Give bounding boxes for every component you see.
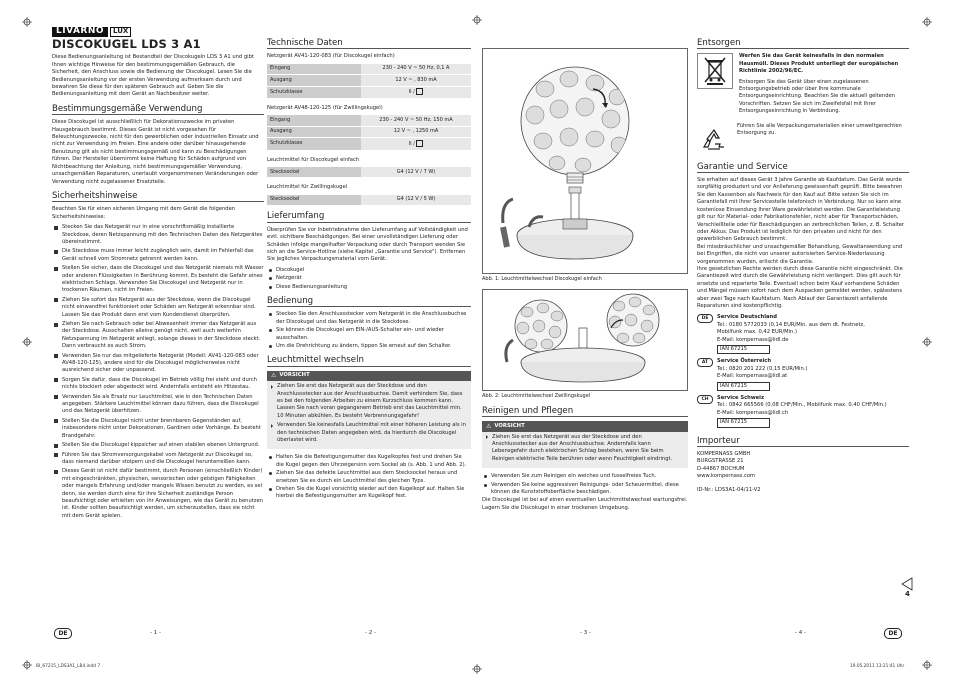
disco-ball-single-illustration — [483, 49, 687, 271]
heading-lieferumfang: Lieferumfang — [267, 213, 471, 222]
list-item: Verwenden Sie keinesfalls Leuchtmittel mit einer höheren Leistung als in den technischen Daten angegeben wird, da hierdurch die Discokugel überlastet wird. — [271, 422, 467, 444]
country-badge: DE — [697, 314, 713, 323]
list-item: Diese Bedienungsanleitung — [267, 284, 471, 291]
registration-mark-icon — [922, 12, 932, 22]
registration-mark-icon — [472, 10, 482, 20]
liefer-text: Überprüfen Sie vor Inbetriebnahme den Lieferumfang auf Vollständigkeit und evtl. sichtbare Beschädigungen. Bei einer unvollständigen Lieferung oder Schäden infolge mangelhafter Verpackung oder durch Transport wenden Sie sich an die Service-Hotline (siehe Kapitel „Garantie und Service"). Entfernen Sie jegliches Verpackungsmaterial vom Gerät. — [267, 226, 468, 263]
heading-bedienung: Bedienung — [267, 298, 471, 307]
entsorgen-pack: Führen Sie alle Verpackungsmaterialien einer umweltgerechten Entsorgung zu. — [737, 122, 902, 137]
table-row: Ausgang 12 V ~ , 1250 mA — [267, 126, 471, 137]
figure-1 — [482, 48, 688, 274]
ian-box: IAN 67215 — [717, 382, 770, 391]
service-at: AT Service Österreich Tel.: 0820 201 222 (0,15 EUR/Min.) E-Mail: kompernass@lidl.at IAN 67215 — [697, 358, 909, 391]
service-ch: CH Service Schweiz Tel.: 0842 665566 (0,08 CHF/Min., Mobilfunk max. 0,40 CHF/Min.) E-Mail: kompernass@lidl.ch IAN 67215 — [697, 395, 909, 428]
heading-technische-daten: Technische Daten — [267, 40, 471, 49]
sicherheit-list — [52, 224, 264, 520]
registration-mark-icon — [22, 655, 32, 665]
spec-table-3 — [267, 167, 471, 178]
spec-table-2 — [267, 115, 471, 150]
table-row: Eingang 230 - 240 V ~ 50 Hz, 0,1 A — [267, 64, 471, 75]
figure-2-caption: Abb. 2: Leuchtmittelwechsel Zwillingskugel — [482, 393, 591, 400]
livarno-logo: LIVARNO — [52, 27, 108, 36]
list-item: Halten Sie die Befestigungsmutter des Kugelkopfes fest und drehen Sie die Kugel gegen den Uhrzeigersinn vom Sockel ab (s. Abb. 1 und Abb. 2). — [267, 454, 471, 469]
column-page-4 — [697, 38, 909, 494]
heading-sicherheit: Sicherheitshinweise — [52, 193, 264, 202]
list-item: Discokugel — [267, 267, 471, 274]
recycle-row — [697, 123, 909, 157]
list-item: Ziehen Sie das defekte Leuchtmittel aus dem Stecksockel heraus und ersetzen Sie es durch ein Leuchtmittel des gleichen Typs. — [267, 470, 471, 485]
list-item: Führen Sie das Stromversorgungskabel vom Netzgerät zur Discokugel so, dass niemand darüber stolpern und die Discokugel herunterreißen kann. — [52, 452, 264, 467]
list-item: Verwenden Sie zum Reinigen ein weiches und fusselfreies Tuch. — [482, 473, 688, 480]
recycle-icon — [697, 123, 731, 157]
heading-bestimmung: Bestimmungsgemäße Verwendung — [52, 106, 264, 115]
registration-mark-icon — [922, 655, 932, 665]
column-page-3 — [482, 48, 688, 515]
table-row: Stecksockel G4 (12 V / 7 W) — [267, 167, 471, 178]
registration-mark-icon — [22, 12, 32, 22]
protection-class-icon — [416, 88, 423, 95]
list-item: Stecken Sie den Anschlussstecker vom Netzgerät in die Anschlussbuchse der Discokugel und das Netzgerät in die Steckdose. — [267, 311, 471, 326]
entsorgen-text: Entsorgen Sie das Gerät über einen zugelassenen Entsorgungsbetrieb oder über Ihre kommunale Entsorgungseinrichtung. Beachten Sie die aktuell geltenden Vorschriften. Setzen Sie sich im Zweifelsfall mit Ihrer Entsorgungseinrichtung in Verbindung. — [739, 78, 896, 115]
table-label: Leuchtmittel für Zwillingskugel — [267, 184, 348, 191]
language-badge-right: DE — [884, 628, 902, 639]
table-label: Leuchtmittel für Discokugel einfach — [267, 156, 360, 163]
importeur-address: KOMPERNASS GMBH BURGSTRASSE 21 D-44867 BOCHUM www.kompernass.com ID-Nr.: LDS3A1-04/11-V2 — [697, 451, 761, 493]
list-item: Verwenden Sie als Ersatz nur Leuchtmittel, wie in den Technischen Daten angegeben. Stärkere Leuchtmittel können dazu führen, dass die Discokugel und das Netzgerät überhitzen. — [52, 394, 264, 416]
column-page-2 — [267, 38, 471, 502]
registration-mark-icon — [472, 659, 482, 669]
heading-reinigen: Reinigen und Pflegen — [482, 408, 688, 417]
disco-ball-twin-illustration — [483, 290, 687, 388]
file-info-right: 19.05.2011 13:21:41 Uhr — [850, 664, 905, 669]
crossed-bin-icon — [697, 53, 733, 89]
side-page-number: 4 — [905, 590, 910, 598]
table-row: Eingang 230 - 240 V ~ 50 Hz, 150 mA — [267, 115, 471, 126]
reinigen-text: Die Discokugel ist bei auf einen eventuellen Leuchtmittelwechsel wartungsfrei. Lagern Sie die Discokugel in einer trockenen Umgebung. — [482, 497, 688, 511]
list-item: Ziehen Sie sofort das Netzgerät aus der Steckdose, wenn die Discokugel nicht einwandfrei funktioniert oder Schäden am Netzgerät erkennbar sind. Lassen Sie das Produkt dann erst vom Kundendienst überprüfen. — [52, 297, 264, 319]
table-label: Netzgerät AV48-120-125 (für Zwillingskugel) — [267, 105, 383, 112]
spec-table-4 — [267, 195, 471, 206]
list-item: Stecken Sie das Netzgerät nur in eine vorschriftsmäßig installierte Steckdose, deren Netzspannung mit den Technischen Daten des Netzgerätes übereinstimmt. — [52, 224, 264, 246]
list-item: Verwenden Sie nur das mitgelieferte Netzgerät (Modell: AV41-120-083 oder AV48-120-125), andere sind für die Discokugel möglicherweise nicht ausreichend sicher oder unpassend. — [52, 353, 264, 375]
warning-box — [267, 371, 471, 450]
garantie-text-1: Sie erhalten auf dieses Gerät 3 Jahre Garantie ab Kaufdatum. Das Gerät wurde sorgfältig produziert und vor Anlieferung gewissenhaft geprüft. Bitte bewahren Sie den Kassenbon als Nachweis für den Kauf auf. Bitte setzen Sie sich im Garantiefall mit Ihrer Servicestelle telefonisch in Verbindung. Nur so kann eine kostenlose Einsendung Ihrer Ware gewährleistet werden. Die Garantieleistung gilt nur für Material- oder Fabrikationsfehler, nicht aber für Transportschäden, Verschleißteile oder für Beschädigungen an zerbrechlichen Teilen, z. B. Schalter oder Akkus. Das Produkt ist lediglich für den privaten und nicht für den gewerblichen Gebrauch bestimmt. — [697, 177, 905, 243]
service-de: DE Service Deutschland Tel.: 0180 5772033 (0,14 EUR/Min. aus dem dt. Festnetz, Mobilfunk max. 0,42 EUR/Min.) E-Mail: kompernass@lidl.de IAN 67215 — [697, 314, 909, 354]
table-row: Stecksockel G4 (12 V / 5 W) — [267, 195, 471, 206]
page-number-2: - 2 - — [365, 630, 376, 636]
list-item: Drehen Sie die Kugel vorsichtig wieder auf den Kugelkopf auf. Halten Sie hierbei die Befestigungsmutter am Kugelkopf fest. — [267, 486, 471, 501]
list-item: Verwenden Sie keine aggressiven Reinigungs- oder Scheuermittel, diese können die Kunststoffoberfläche beschädigen. — [482, 482, 688, 497]
warning-triangle-icon: ⚠ — [271, 372, 277, 380]
garantie-text-2: Bei missbräuchlicher und unsachgemäßer Behandlung, Gewaltanwendung und bei Eingriffen, die nicht von unserer autorisierten Service-Niederlassung vorgenommen wurden, erlischt die Garantie. — [697, 243, 903, 265]
list-item: Sorgen Sie dafür, dass die Discokugel im Betrieb völlig frei steht und durch nichts blockiert oder abgedeckt wird. Andernfalls entsteht ein Hitzestau. — [52, 377, 264, 392]
warning-header: ⚠ VORSICHT — [482, 421, 688, 431]
entsorgen-bold: Werfen Sie das Gerät keinesfalls in den normalen Hausmüll. Dieses Produkt unterliegt der europäischen Richtlinie 2002/96/EC. — [739, 53, 899, 75]
list-item: Ziehen Sie nach Gebrauch oder bei Abwesenheit immer das Netzgerät aus der Steckdose. Ausschalten alleine genügt nicht, weil auch weiterhin Netzspannung im Netzgerät anliegt, solange dieses in der Steckdose steckt. Dann verbraucht es auch Strom. — [52, 321, 264, 351]
sicherheit-intro: Beachten Sie für einen sicheren Umgang mit dem Gerät die folgenden Sicherheitshinweise: — [52, 206, 236, 220]
list-item: Ziehen Sie erst das Netzgerät aus der Steckdose und den Anschlussstecker aus der Anschlussbuchse. Damit verhindern Sie, dass es bei den folgenden Arbeiten zu einem Kurzschluss kommen kann. Lassen Sie nach voran gegangenem Betrieb erst das Leuchtmittel min. 10 Minuten abkühlen. Es besteht Verbrennungsgefahr! — [271, 383, 467, 420]
figure-2 — [482, 289, 688, 391]
list-item: Um die Drehrichtung zu ändern, tippen Sie erneut auf den Schalter. — [267, 343, 471, 350]
page-number-4: - 4 - — [795, 630, 806, 636]
page-number-1: - 1 - — [150, 630, 161, 636]
list-item: Sie können die Discokugel am EIN-/AUS-Schalter ein- und wieder ausschalten. — [267, 327, 471, 342]
warning-header: ⚠ VORSICHT — [267, 371, 471, 381]
country-badge: CH — [697, 395, 713, 404]
table-row: Schutzklasse II / — [267, 138, 471, 150]
registration-mark-icon — [922, 332, 932, 342]
heading-garantie: Garantie und Service — [697, 164, 909, 173]
language-badge-left: DE — [54, 628, 72, 639]
list-item: Netzgerät — [267, 275, 471, 282]
warning-triangle-icon: ⚠ — [486, 422, 492, 430]
ian-box: IAN 67215 — [717, 345, 770, 354]
heading-leuchtmittel: Leuchtmittel wechseln — [267, 357, 471, 366]
bestimmung-text: Diese Discokugel ist ausschließlich für Dekorationszwecke im privaten Hausgebrauch bestimmt. Dieses Gerät ist nicht vorgesehen für Beleuchtungszwecke, nicht für den gewerblichen oder industriellen Einsatz und nicht zur Verwendung im Freien. Eine andere oder darüber hinausgehende Benutzung gilt als nicht bestimmungsgemäß und kann zu Beschädigungen führen. Der Hersteller übernimmt keine Haftung für Schäden aufgrund von Nichtbeachtung der Anleitung, nicht bestimmungsgemäßer Verwendung, unsachgemäßen Reparaturen, unerlaubt vorgenommenen Veränderungen oder Verwendung nicht zugelassener Ersatzteile. — [52, 119, 259, 185]
list-item: Ziehen Sie erst das Netzgerät aus der Steckdose und den Anschlussstecker aus der Anschlussbuchse. Andernfalls kann Lebensgefahr durch elektrischen Schlag bestehen, wenn Sie beim Reinigen elektrische Teile berühren oder wenn Feuchtigkeit eindringt. — [486, 434, 684, 464]
file-info-left: IB_67215_LDS3A1_LB4.indd 7 — [36, 664, 101, 669]
ian-box: IAN 67215 — [717, 418, 770, 427]
list-item: Dieses Gerät ist nicht dafür bestimmt, durch Personen (einschließlich Kinder) mit eingeschränkten, physischen, sensorischen oder geistigen Fähigkeiten oder mangels Erfahrung und/oder mangels Wissen benutzt zu werden, es sei denn, sie werden durch eine für ihre Sicherheit zuständige Person beaufsichtigt oder erhielten von ihr Anweisungen, wie das Gerät zu benutzen ist. Kinder sollten beaufsichtigt werden, um sicherzustellen, dass sie nicht mit dem Gerät spielen. — [52, 468, 264, 520]
lux-logo: LUX — [110, 27, 131, 36]
heading-entsorgen: Entsorgen — [697, 40, 909, 49]
page-number-3: - 3 - — [580, 630, 591, 636]
intro-text: Diese Bedienungsanleitung ist Bestandteil der Discokugeln LDS 3 A1 und gibt Ihnen wichtige Hinweise für den bestimmungsgemäßen Gebrauch, die Sicherheit, den Anschluss sowie die Bedienung der Discokugel. Lesen Sie die Bedienungsanleitung vor der ersten Verwendung aufmerksam durch und bewahren Sie diese für den späteren Gebrauch auf. Geben Sie die Bedienungsanleitung mit dem Gerät an Nachbesitzer weiter. — [52, 54, 254, 98]
table-label: Netzgerät AV41-120-083 (für Discokugel einfach) — [267, 53, 395, 60]
list-item: Die Steckdose muss immer leicht zugänglich sein, damit im Fehlerfall das Gerät schnell vom Stromnetz getrennt werden kann. — [52, 248, 264, 263]
heading-importeur: Importeur — [697, 438, 909, 447]
table-row: Ausgang 12 V ~ , 830 mA — [267, 75, 471, 86]
registration-mark-icon — [22, 332, 32, 342]
list-item: Stellen Sie sicher, dass die Discokugel und das Netzgerät niemals mit Wasser oder anderen Flüssigkeiten in Berührung kommt. Es besteht die Gefahr eines elektrischen Schlags. Verwenden Sie Discokugel und Netzgerät nur in trockenen Räumen, nicht im Freien. — [52, 265, 264, 295]
list-item: Stellen Sie die Discokugel nicht unter brennbaren Gegenständen auf, insbesondere nicht unter Dekorationen, Gardinen oder Vorhänge. Es besteht Brandgefahr. — [52, 418, 264, 440]
side-arrow-icon — [901, 577, 913, 591]
column-page-1 — [52, 26, 264, 522]
document-title: DISCOKUGEL LDS 3 A1 — [52, 37, 201, 51]
spec-table-1 — [267, 64, 471, 99]
table-row: Schutzklasse II / — [267, 86, 471, 98]
protection-class-icon — [416, 140, 423, 147]
warning-box — [482, 421, 688, 468]
garantie-text-3: Ihre gesetzlichen Rechte werden durch diese Garantie nicht eingeschränkt. Die Garantiezeit wird durch die Gewährleistung nicht verlängert. Dies gilt auch für ersetzte und reparierte Teile. Eventuell schon beim Kauf vorhandene Schäden und Mängel müssen sofort nach dem Auspacken gemeldet werden, spätestens aber zwei Tage nach Kaufdatum. Nach Ablauf der Garantiezeit anfallende Reparaturen sind kostenpflichtig. — [697, 265, 903, 309]
weee-row — [697, 53, 909, 118]
figure-1-caption: Abb. 1: Leuchtmittelwechsel Discokugel einfach — [482, 276, 602, 282]
list-item: Stellen Sie die Discokugel kippsicher auf einen stabilen ebenen Untergrund. — [52, 442, 264, 449]
country-badge: AT — [697, 358, 713, 367]
